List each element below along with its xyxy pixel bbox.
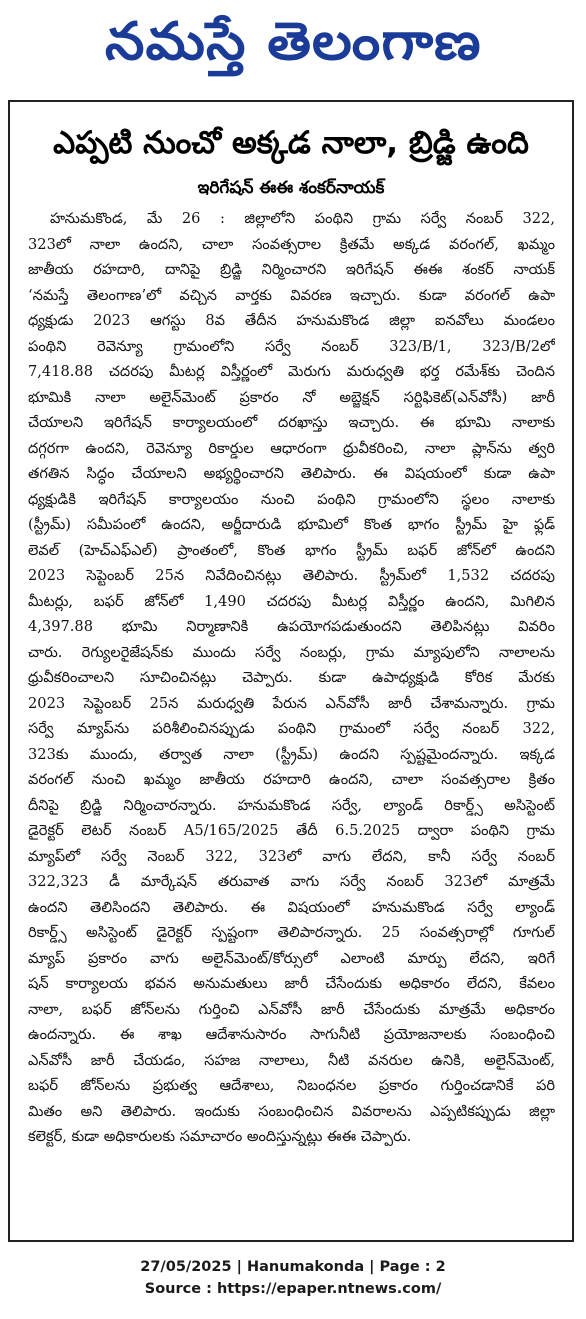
body-line: ఉందని తెలిసిందని తెలిపారు. ఈ విషయంలో హనుమకొండ సర్వే ల్యాండ్ <box>28 898 555 916</box>
body-line: జాతీయ రహదారి, దానిపై బ్రిడ్జి నిర్మించారని ఇరిగేషన్ ఈఈ శంకర్ నాయక్ <box>28 261 555 278</box>
body-line: 7,418.88 చదరపు మీటర్ల విస్తీర్ణంలో మెరుగు మరుధ్వతి భర్త రమేశ్‌కు చెందిన <box>28 363 555 380</box>
article-box <box>8 100 574 1242</box>
body-line: మ్యాప్ ప్రకారం వాగు అలైన్‌మెంట్/కోర్సులో ఎలాంటి మార్పు లేదని, ఇరిగే <box>28 949 555 967</box>
body-line: ‘నమస్తే తెలంగాణ’లో వచ్చిన వార్తకు వివరణ ఇచ్చారు. కుడా వరంగల్ ఉపా <box>28 286 555 304</box>
body-line: చారు. రెగ్యులరైజేషన్‌కు ముందు సర్వే నంబర్లు, గ్రామ మ్యాపులోని నాలాలను <box>28 643 555 661</box>
body-line: 2023 సెప్టెంబర్ 25న మరుధ్వతి పేరున ఎన్‌వోసీ జారీ చేశామన్నారు. గ్రామ <box>28 694 555 712</box>
body-line: సర్వే మ్యాప్‌ను పరిశీలించినప్పుడు పంథిని గ్రామంలో సర్వే నంబర్ 322, <box>28 720 555 737</box>
article-subhead: ఇరిగేషన్ ఈఈ శంకర్‌నాయక్ <box>197 178 385 198</box>
body-line: డైరెక్టర్ లెటర్ నంబర్ A5/165/2025 తేదీ 6.5.2025 ద్వారా పంథిని గ్రామ <box>28 822 555 839</box>
body-line: హనుమకొండ, మే 26 : జిల్లాలోని పంథిని గ్రామ సర్వే నంబర్ 322, <box>50 210 555 227</box>
body-line: (స్ట్రీమ్) సమీపంలో ఉందని, అర్జీదారుడి భూమిలో కొంత భాగం స్ట్రీమ్ హై ఫ్లడ్ <box>28 516 555 533</box>
body-line: బఫర్ జోన్‌లను ప్రభుత్వ ఆదేశాలు, నిబంధనల ప్రకారం గుర్తించడానికే పరి <box>28 1077 555 1094</box>
footer-dateline: 27/05/2025 | Hanumakonda | Page : 2 <box>140 1259 446 1275</box>
body-line: మితం అని తెలిపారు. ఇందుకు సంబంధించిన వివరాలను ఎప్పటికప్పుడు జిల్లా <box>28 1102 555 1120</box>
body-line: 323లో నాలా ఉందని, చాలా సంవత్సరాల క్రితమే అక్కడ వరంగల్, ఖమ్మం <box>28 235 555 253</box>
body-line: 4,397.88 భూమి నిర్మాణానికి ఉపయోగపడుతుందని తెలిపినట్లు వివరిం <box>28 618 555 635</box>
body-line: కలెక్టర్, కుడా అధికారులకు సమాచారం అందిస్తున్నట్లు ఈఈ చెప్పారు. <box>28 1128 412 1145</box>
body-line: చేయాలని ఇరిగేషన్ కార్యాలయంలో దరఖాస్తు ఇచ్చారు. ఈ భూమి నాలాకు <box>28 414 555 431</box>
body-line: ధ్రువీకరించాలని సూచించినట్లు చెప్పారు. కుడా ఉపాధ్యక్షుడి కోరిక మేరకు <box>28 669 555 686</box>
body-line: దగ్గరగా ఉందని, రెవెన్యూ రికార్డుల ఆధారంగా ధ్రువీకరించి, నాలా ప్లాన్‌ను త్వరి <box>28 439 555 457</box>
body-line: భూమికి నాలా అలైన్‌మెంట్ ప్రకారం నో అబ్జెక్షన్ సర్టిఫికెట్(ఎన్‌వోసీ) జారీ <box>28 388 555 406</box>
body-line: మ్యాప్‌లో సర్వే నెంబర్ 322, 323లో వాగు లేదని, కానీ సర్వే నంబర్ <box>28 847 555 865</box>
body-line: ధ్యక్షుడు 2023 ఆగస్టు 8వ తేదీన హనుమకొండ జిల్లా ఐనవోలు మండలం <box>28 312 555 329</box>
body-line: ధ్యక్షుడికి ఇరిగేషన్ కార్యాలయం నుంచి పంథిని గ్రామంలోని స్థలం నాలాకు <box>28 490 555 508</box>
body-line: వరంగల్ నుంచి ఖమ్మం జాతీయ రహదారి ఉందని, చాలా సంవత్సరాల క్రితం <box>28 771 555 788</box>
body-line: పంథిని రెవెన్యూ గ్రామంలోని సర్వే నంబర్ 323/B/1, 323/B/2లో <box>28 337 555 355</box>
body-line: 322,323 డీ మార్కేషన్ తరువాత వాగు సర్వే నంబర్ 323లో మాత్రమే <box>28 873 555 890</box>
body-line: షన్ కార్యాలయ భవన అనుమతులు జారీ చేసేందుకు అధికారం లేదని, కేవలం <box>28 975 555 992</box>
body-line: దీనిపై బ్రిడ్జి నిర్మించారన్నారు. హనుమకొండ సర్వే, ల్యాండ్ రికార్డ్స్ అసిస్టెంట్ <box>28 796 555 814</box>
article-body <box>28 206 555 1150</box>
body-line: 2023 సెప్టెంబర్ 25న నివేదించినట్లు తెలిపారు. స్ట్రీమ్‌లో 1,532 చదరపు <box>28 567 555 584</box>
footer <box>0 1256 586 1300</box>
body-line: 323కు ముందు, తర్వాత నాలా (స్ట్రీమ్) ఉందని స్పష్టమైందన్నారు. ఇక్కడ <box>28 745 555 763</box>
body-line: నాలా, బఫర్ జోన్‌లను గుర్తించి ఎన్‌వోసీ జారీ చేసేందుకు మాత్రమే అధికారం <box>28 1000 555 1018</box>
body-line: మీటర్లు, బఫర్ జోన్‌లో 1,490 చదరపు మీటర్ల విస్తీర్ణం ఉందని, మిగిలిన <box>28 592 555 610</box>
body-line: రికార్డ్స్ అసిస్టెంట్ డైరెక్టర్ స్పష్టంగా తెలిపారన్నారు. 25 సంవత్సరాల్లో గూగుల్ <box>28 924 555 941</box>
article-headline: ఎప్పటి నుంచో అక్కడ నాలా, బ్రిడ్జి ఉంది <box>53 125 529 161</box>
body-line: తగతిన సిద్ధం చేయాలని అభ్యర్థించారని తెలిపారు. ఈ విషయంలో కుడా ఉపా <box>28 465 555 482</box>
body-line: లెవల్ (హెచ్‌ఎఫ్‌ఎల్) ప్రాంతంలో, కొంత భాగం స్ట్రీమ్ బఫర్ జోన్‌లో ఉందని <box>28 541 555 559</box>
body-line: ఎన్‌వోసీ జారీ చేయడం, సహజ నాలాలు, నీటి వనరుల ఉనికి, అలైన్‌మెంట్, <box>28 1051 555 1069</box>
newspaper-logo: నమస్తే తెలంగాణ <box>104 12 482 72</box>
masthead <box>0 6 586 78</box>
body-line: ఉందన్నారు. ఈ శాఖ ఆదేశానుసారం సాగునీటి ప్రయోజనాలకు సంబంధించి <box>28 1026 555 1043</box>
footer-source[interactable]: Source : https://epaper.ntnews.com/ <box>144 1281 442 1297</box>
